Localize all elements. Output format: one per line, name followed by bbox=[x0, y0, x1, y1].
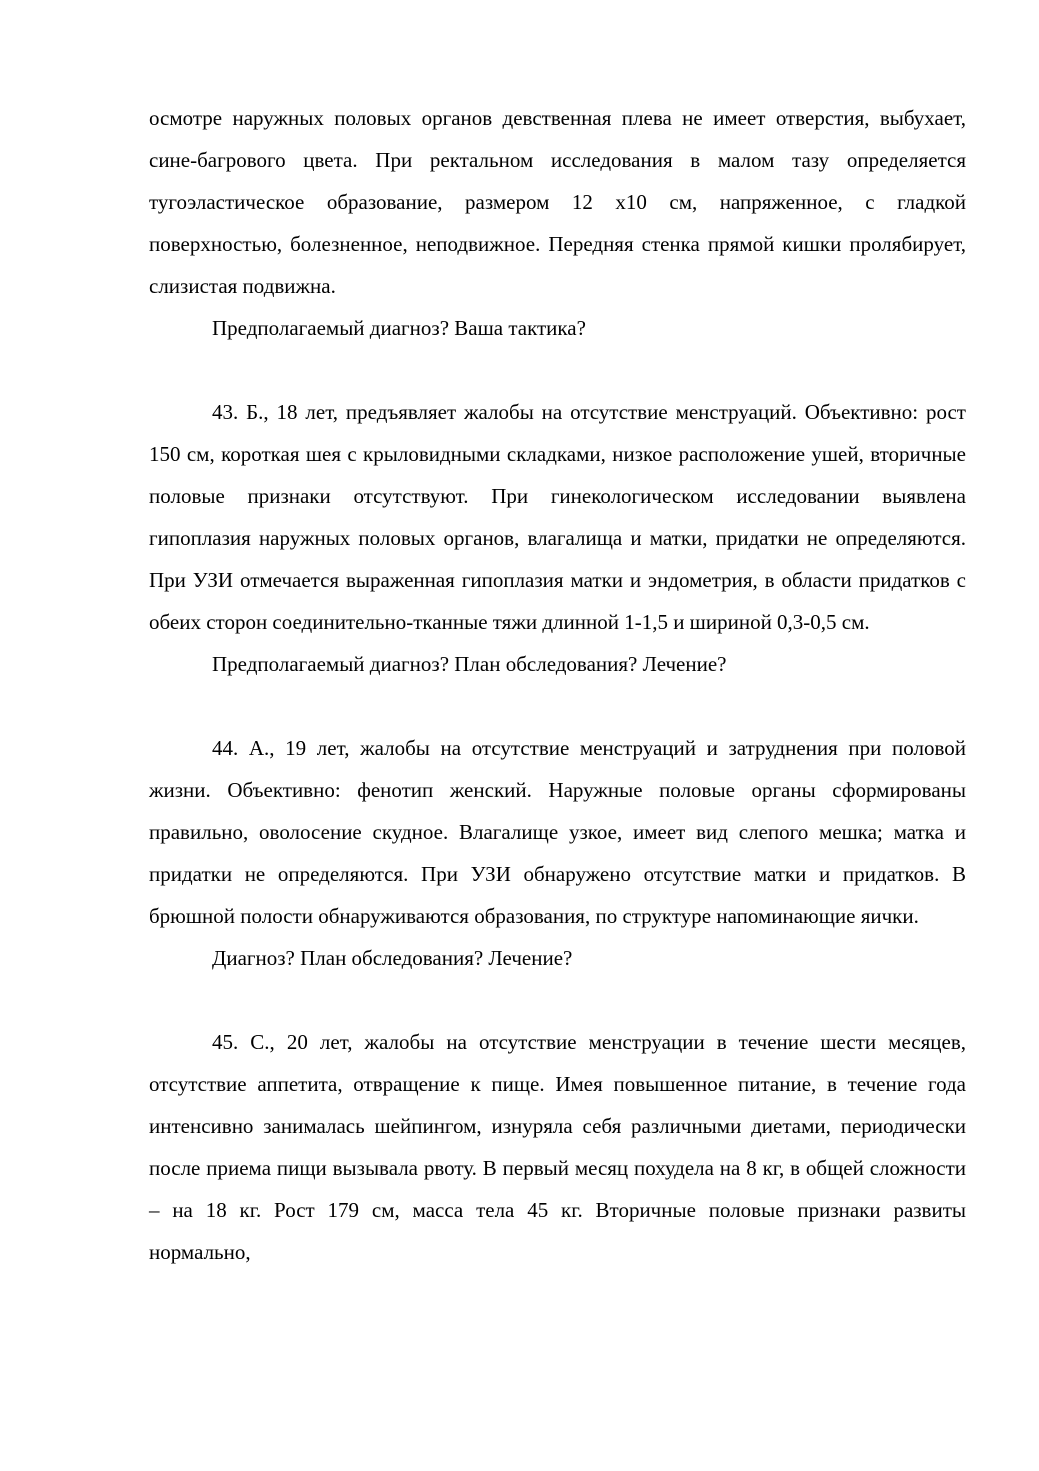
spacer bbox=[149, 349, 966, 391]
case-43-text: 43. Б., 18 лет, предъявляет жалобы на отсутствие менструаций. Объективно: рост 150 см, короткая шея с крыловидными складками, низкое расположение ушей, вторичные половые признаки отсутствуют. При гинекологическом исследовании выявлена гипоплазия наружных половых органов, влагалища и матки, придатки не определяются. При УЗИ отмечается выраженная гипоплазия матки и эндометрия, в области придатков с обеих сторон соединительно-тканные тяжи длинной 1-1,5 и шириной 0,3-0,5 см. bbox=[149, 400, 966, 634]
document-page bbox=[149, 97, 966, 1273]
case-44-question: Диагноз? План обследования? Лечение? bbox=[212, 946, 573, 970]
case-44-text: 44. А., 19 лет, жалобы на отсутствие менструаций и затруднения при половой жизни. Объективно: фенотип женский. Наружные половые органы сформированы правильно, оволосение скудное. Влагалище узкое, имеет вид слепого мешка; матка и придатки не определяются. При УЗИ обнаружено отсутствие матки и придатков. В брюшной полости обнаруживаются образования, по структуре напоминающие яички. bbox=[149, 736, 966, 928]
case-42-question: Предполагаемый диагноз? Ваша тактика? bbox=[212, 316, 586, 340]
case-43-question: Предполагаемый диагноз? План обследования? Лечение? bbox=[212, 652, 727, 676]
case-42-continuation: осмотре наружных половых органов девственная плева не имеет отверстия, выбухает, сине-багрового цвета. При ректальном исследования в малом тазу определяется тугоэластическое образование, размером 12 х10 см, напряженное, с гладкой поверхностью, болезненное, неподвижное. Передняя стенка прямой кишки пролябирует, слизистая подвижна. bbox=[149, 106, 966, 298]
spacer bbox=[149, 979, 966, 1021]
case-45-text: 45. С., 20 лет, жалобы на отсутствие менструации в течение шести месяцев, отсутствие аппетита, отвращение к пище. Имея повышенное питание, в течение года интенсивно занималась шейпингом, изнуряла себя различными диетами, периодически после приема пищи вызывала рвоту. В первый месяц похудела на 8 кг, в общей сложности – на 18 кг. Рост 179 см, масса тела 45 кг. Вторичные половые признаки развиты нормально, bbox=[149, 1030, 966, 1264]
spacer bbox=[149, 685, 966, 727]
